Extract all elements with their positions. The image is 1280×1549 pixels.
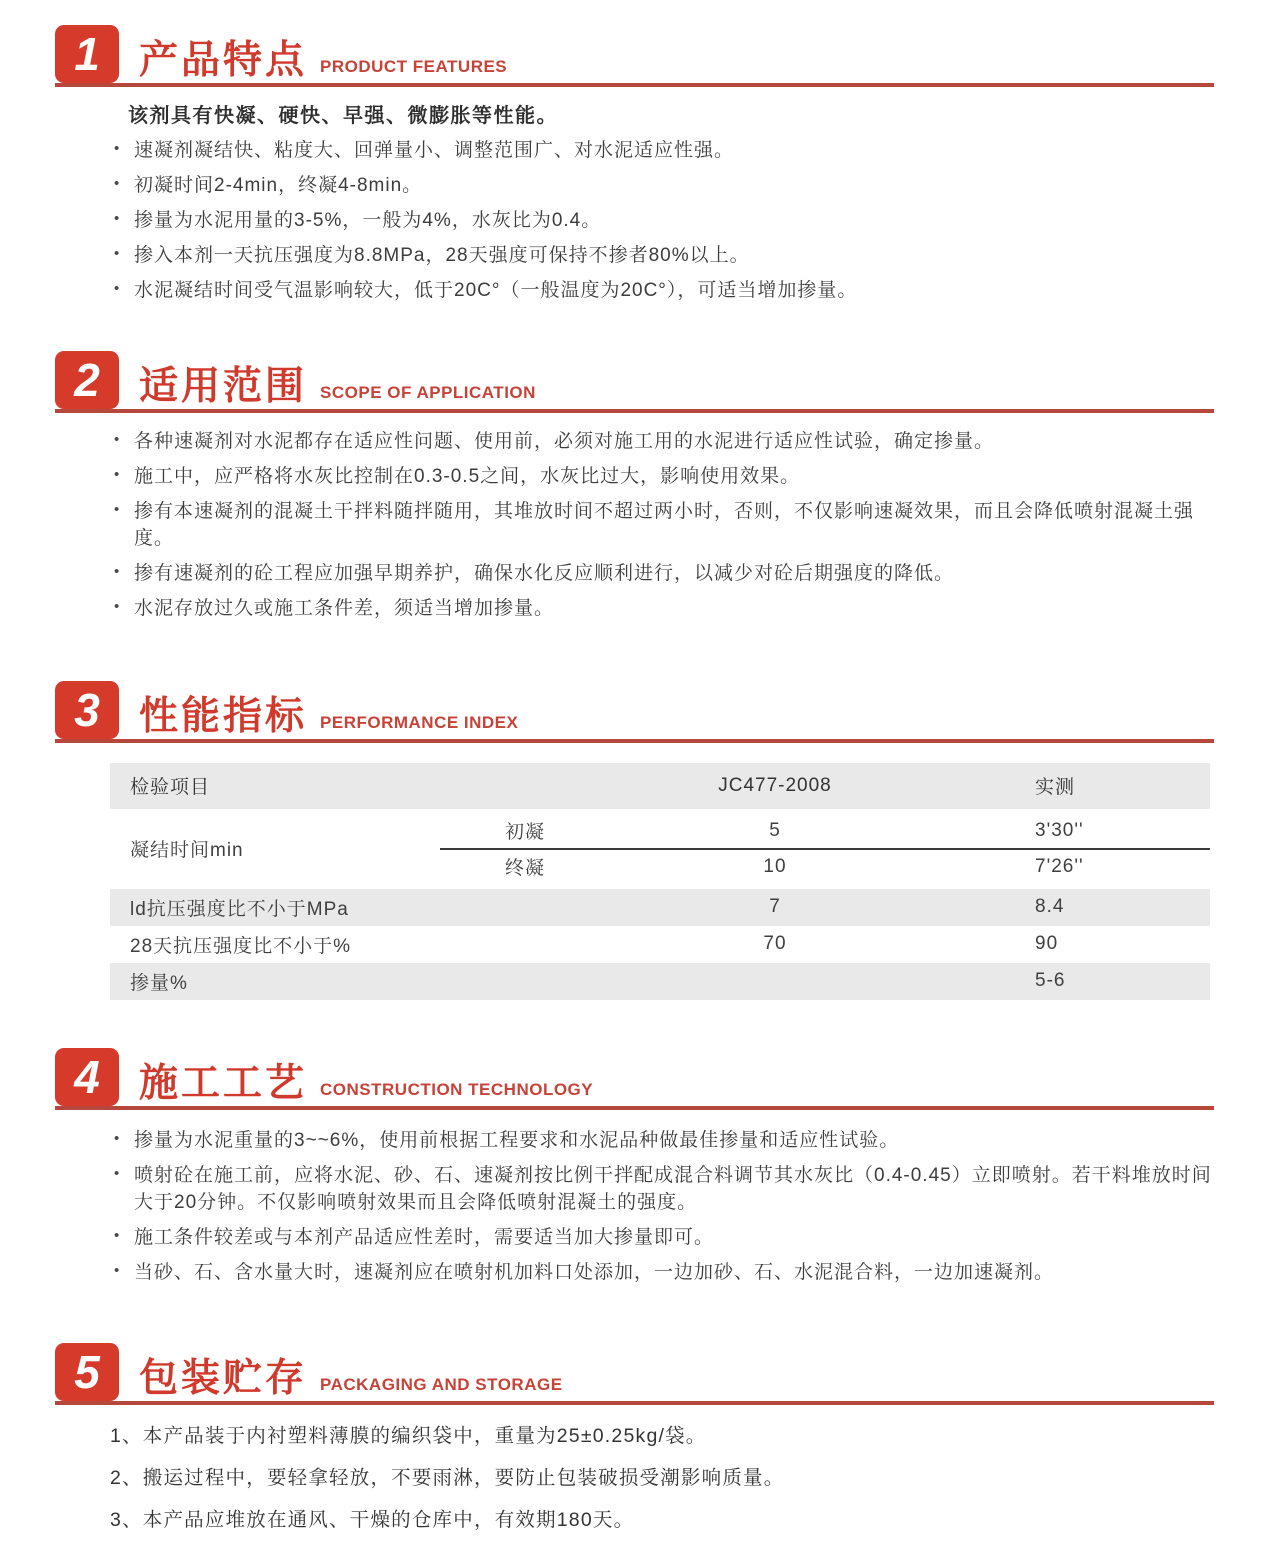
section-title: 包装贮存 [139, 1356, 308, 1400]
list-item: 1、本产品装于内衬塑料薄膜的编织袋中，重量为25±0.25kg/袋。 [110, 1424, 707, 1447]
measured-value: 8.4 [1035, 896, 1065, 918]
section-subtitle: PACKAGING AND STORAGE [320, 1374, 563, 1394]
list-item: 2、搬运过程中，要轻拿轻放，不要雨淋，要防止包装破损受潮影响质量。 [110, 1466, 785, 1489]
measured-value: 3'30'' [1035, 819, 1084, 841]
section-subtitle: SCOPE OF APPLICATION [320, 382, 536, 402]
list-item: • 施工条件较差或与本剂产品适应性差时，需要适当加大掺量即可。 [112, 1225, 1214, 1252]
list-item: • 喷射砼在施工前，应将水泥、砂、石、速凝剂按比例干拌配成混合料调节其水灰比（0.4-0.45）立即喷射。若干料堆放时间大于20分钟。不仅影响喷射效果而且会降低喷射混凝土的强度。 [112, 1163, 1214, 1217]
list-item: • 当砂、石、含水量大时，速凝剂应在喷射机加料口处添加，一边加砂、石、水泥混合料，一边加速凝剂。 [112, 1260, 1214, 1287]
list-item: • 掺有速凝剂的砼工程应加强早期养护，确保水化反应顺利进行，以减少对砼后期强度的降低。 [112, 561, 1214, 588]
standard-value: 5 [769, 819, 781, 841]
list-item: • 掺量为水泥用量的3-5%，一般为4%，水灰比为0.4。 [112, 208, 1214, 235]
performance-table [110, 763, 1210, 1000]
column-header-measured: 实测 [1035, 777, 1076, 799]
section-scope-of-application [0, 351, 1280, 623]
table-row-setting-time [110, 809, 1210, 889]
column-header-standard: JC477-2008 [718, 774, 832, 796]
section-header [55, 351, 1214, 413]
row-label: 28天抗压强度比不小于% [130, 935, 352, 957]
construction-bullet-list [112, 1128, 1214, 1287]
features-bullet-list [112, 138, 1214, 305]
list-item: • 水泥凝结时间受气温影响较大，低于20C°（一般温度为20C°），可适当增加掺量。 [112, 278, 1214, 305]
section-subtitle: PERFORMANCE INDEX [320, 712, 519, 732]
list-item: • 各种速凝剂对水泥都存在适应性问题、使用前，必须对施工用的水泥进行适应性试验，确定掺量。 [112, 429, 1214, 456]
section-packaging-storage [0, 1343, 1280, 1535]
section-header [55, 681, 1214, 743]
section-title: 施工工艺 [139, 1061, 308, 1105]
table-header-row [110, 763, 1210, 809]
section-title: 适用范围 [139, 364, 308, 408]
standard-value: 7 [769, 896, 781, 918]
section-title: 产品特点 [139, 39, 308, 82]
table-subrow-initial-set [440, 815, 1210, 847]
row-label: 掺量% [130, 972, 188, 994]
list-item: • 掺量为水泥重量的3~~6%，使用前根据工程要求和水泥品种做最佳掺量和适应性试验。 [112, 1128, 1214, 1155]
list-item: • 施工中，应严格将水灰比控制在0.3-0.5之间，水灰比过大，影响使用效果。 [112, 464, 1214, 491]
section-number-badge: 1 [55, 25, 119, 83]
section-construction-technology [0, 1048, 1280, 1287]
section-subtitle: CONSTRUCTION TECHNOLOGY [320, 1079, 594, 1099]
subrow-label: 终凝 [504, 858, 545, 880]
list-item: • 初凝时间2-4min，终凝4-8min。 [112, 173, 1214, 200]
measured-value: 7'26'' [1035, 855, 1084, 877]
section-product-features [0, 25, 1280, 305]
section-subtitle: PRODUCT FEATURES [320, 57, 508, 76]
column-header-item: 检验项目 [130, 777, 211, 799]
scope-bullet-list [112, 429, 1214, 623]
features-intro: 该剂具有快凝、硬快、早强、微膨胀等性能。 [128, 105, 558, 127]
section-title: 性能指标 [139, 694, 308, 738]
table-row-dosage [110, 963, 1210, 1000]
section-performance-index [0, 681, 1280, 1000]
subrow-label: 初凝 [504, 822, 545, 844]
table-subrow-final-set [440, 851, 1210, 883]
section-number-badge: 3 [55, 681, 119, 739]
standard-value: 10 [763, 855, 787, 877]
list-item: • 速凝剂凝结快、粘度大、回弹量小、调整范围广、对水泥适应性强。 [112, 138, 1214, 165]
table-row-1d-strength [110, 889, 1210, 926]
section-header [55, 1048, 1214, 1110]
measured-value: 90 [1035, 933, 1059, 955]
packaging-numbered-list [110, 1423, 1214, 1535]
section-number-badge: 5 [55, 1343, 119, 1401]
row-label: ld抗压强度比不小于MPa [130, 898, 349, 920]
section-number-badge: 2 [55, 351, 119, 409]
setting-time-subrows [440, 815, 1210, 883]
subrow-divider [440, 848, 1210, 850]
section-header [55, 1343, 1214, 1405]
section-header [55, 25, 1214, 87]
list-item: 3、本产品应堆放在通风、干燥的仓库中，有效期180天。 [110, 1509, 635, 1532]
section-number-badge: 4 [55, 1048, 119, 1106]
measured-value: 5-6 [1035, 970, 1066, 992]
list-item: • 掺入本剂一天抗压强度为8.8MPa，28天强度可保持不掺者80%以上。 [112, 243, 1214, 270]
standard-value: 70 [763, 933, 787, 955]
table-row-28d-strength [110, 926, 1210, 963]
list-item: • 水泥存放过久或施工条件差，须适当增加掺量。 [112, 596, 1214, 623]
row-label: 凝结时间min [130, 840, 244, 862]
list-item: • 掺有本速凝剂的混凝土干拌料随拌随用，其堆放时间不超过两小时，否则，不仅影响速凝效果，而且会降低喷射混凝土强度。 [112, 499, 1214, 553]
